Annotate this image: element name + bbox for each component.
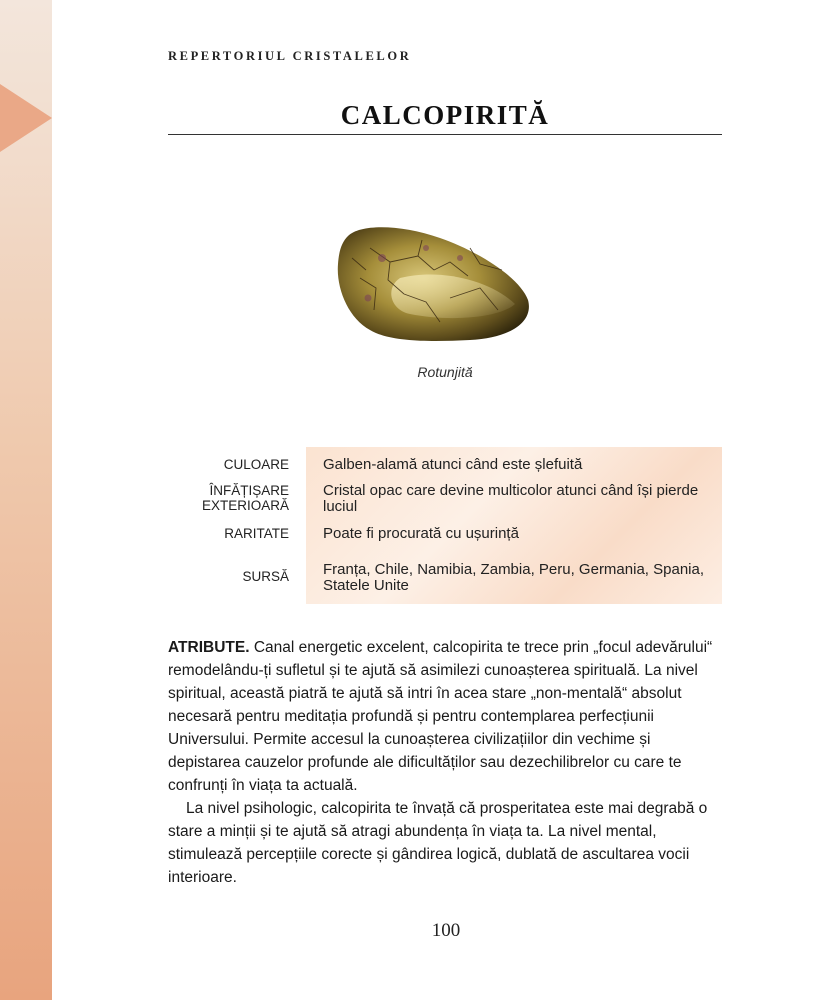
running-head: REPERTORIUL CRISTALELOR — [168, 49, 412, 63]
property-value-infatisare: Cristal opac care devine multicolor atunci când își pierde luciul — [323, 482, 699, 515]
attributes-paragraph-1-text: Canal energetic excelent, calcopirita te trece prin „focul adevărului“ remodelându-ți sufletul și te ajută să asimilezi cunoașterea spirituală. La nivel spiritual, această piatră te ajută să intri în acea stare „non-mentală“ absolut necesară pentru meditația profundă și pentru contemplarea perfecțiunii Universului. Permite accesul la cunoașterea civilizațiilor din vechime și depistarea cauzelor profunde ale dificultăților sau dezechilibrelor cu care te confrunți în viața ta actuală. — [168, 639, 713, 794]
attributes-paragraph-1 — [168, 636, 724, 797]
chapter-marker-arrow — [0, 84, 52, 152]
property-value-sursa: Franța, Chile, Namibia, Zambia, Peru, Germania, Spania, Statele Unite — [323, 561, 704, 594]
property-value-culoare: Galben-alamă atunci când este șlefuită — [323, 456, 583, 473]
attributes-paragraph-2: La nivel psihologic, calcopirita te învață că prosperitatea este mai degrabă o stare a minții și te ajută să atragi abundența în viața ta. La nivel mental, stimulează percepțiile corecte și gândirea logică, dublată de ascultarea vocii interioare. — [168, 800, 708, 886]
property-label-sursa: SURSĂ — [242, 569, 289, 584]
tumbled-chalcopyrite-stone-image — [330, 218, 540, 348]
property-value-raritate: Poate fi procurată cu ușurință — [323, 525, 519, 542]
attributes-section — [168, 636, 724, 889]
attributes-lead: ATRIBUTE. — [168, 639, 250, 656]
property-label-infatisare: ÎNFĂȚIȘARE EXTERIOARĂ — [201, 483, 289, 513]
page-number: 100 — [431, 920, 461, 941]
property-label-raritate: RARITATE — [224, 526, 289, 541]
title-divider — [168, 134, 722, 135]
page-title: CALCOPIRITĂ — [340, 100, 550, 130]
property-label-culoare: CULOARE — [223, 457, 289, 472]
tumbled-chalcopyrite-stone-icon — [330, 218, 540, 348]
image-caption: Rotunjită — [417, 364, 473, 380]
